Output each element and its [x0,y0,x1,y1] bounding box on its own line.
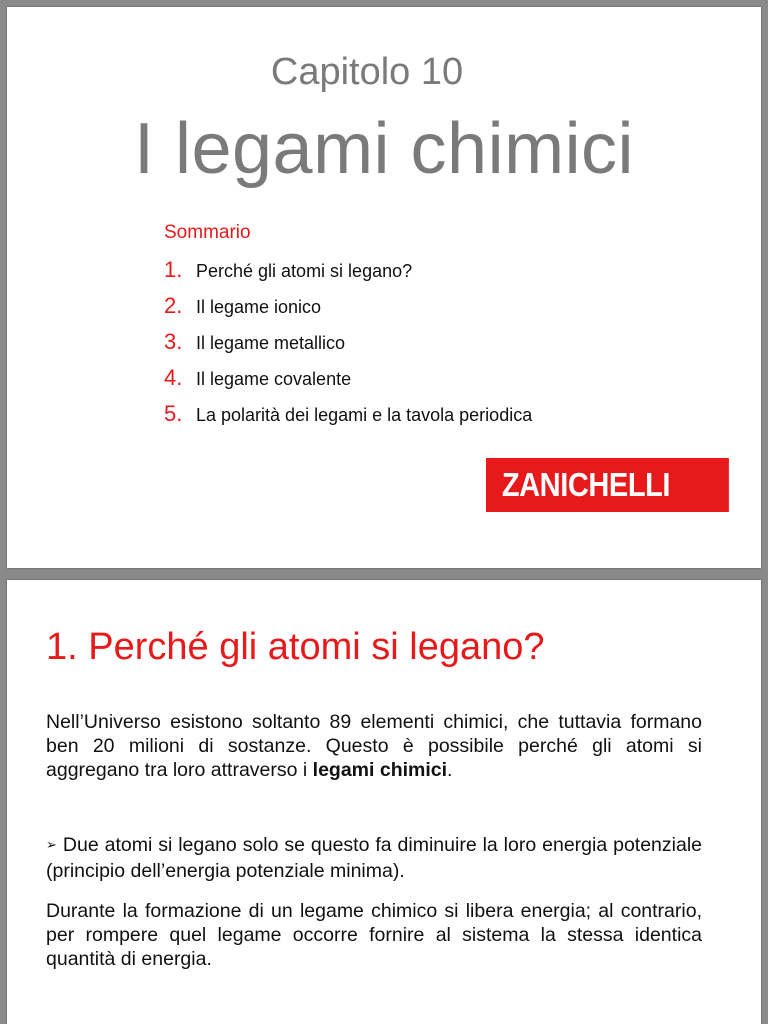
chapter-title: I legami chimici [133,109,635,189]
bold-term: legami chimici [312,759,448,781]
toc-number: 1. [164,257,183,282]
toc-item-5 [164,401,532,437]
toc-item-4 [164,365,532,401]
toc-number: 3. [164,329,183,354]
toc-number: 4. [164,365,183,390]
paragraph-text: Nell’Universo esistono soltanto 89 elementi chimici, che tuttavia formano ben 20 milioni di sostanze. Questo è possibile perché gli atomi si aggregano tra loro attraverso i [46,711,702,781]
paragraph-energy: Durante la formazione di un legame chimico si libera energia; al contrario, per rompere quel legame occorre fornire al sistema la stessa identica quantità di energia. [46,900,702,970]
chapter-label: Capitolo 10 [270,51,464,93]
toc-text: La polarità dei legami e la tavola periodica [196,405,533,425]
bullet-paragraph [46,833,702,883]
table-of-contents [164,257,532,437]
publisher-logo: ZANICHELLI [486,458,729,512]
toc-text: Il legame covalente [196,369,352,389]
toc-number: 2. [164,293,183,318]
paragraph-end: . [447,759,453,781]
toc-text: Perché gli atomi si legano? [196,261,413,281]
section-title: 1. Perché gli atomi si legano? [46,626,545,668]
toc-text: Il legame ionico [196,297,322,317]
paragraph-intro [46,710,702,782]
slide-2 [7,580,761,1024]
summary-heading: Sommario [164,222,251,243]
paragraph-text: Due atomi si legano solo se questo fa diminuire la loro energia potenziale (principio dell’energia potenziale minima). [46,834,702,882]
toc-item-2 [164,293,532,329]
toc-text: Il legame metallico [196,333,346,353]
toc-number: 5. [164,401,183,426]
toc-item-3 [164,329,532,365]
slide-1 [7,7,761,568]
arrow-bullet-icon: ➢ [46,837,57,852]
toc-item-1 [164,257,532,293]
